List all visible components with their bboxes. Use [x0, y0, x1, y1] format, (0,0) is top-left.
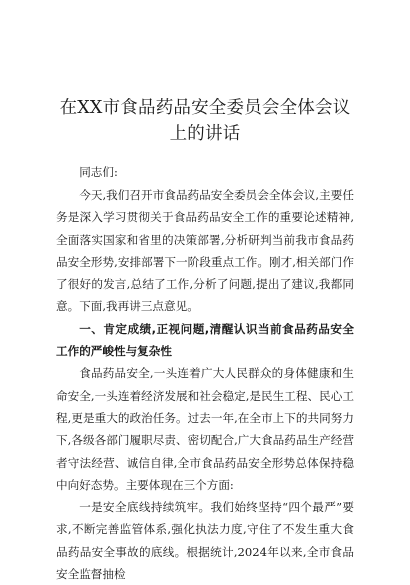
salutation: 同志们:: [79, 165, 118, 179]
section-one-heading: 一、肯定成绩,正视问题,清醒认识当前食品药品安全工作的严峻性与复杂性: [56, 321, 354, 359]
intro-paragraph: 今天,我们召开市食品药品安全委员会全体会议,主要任务是深入学习贯彻关于食品药品安全工作的重要论述精神,全面落实国家和省里的决策部署,分析研判当前我市食品药品安全形势,安排部署下一阶段重点工作。刚才,相关部门作了很好的发言,总结了工作,分析了问题,提出了建议,我都同意。下面,我再讲三点意见。: [56, 188, 354, 314]
section-one-paragraph: 食品药品安全,一头连着广大人民群众的身体健康和生命安全,一头连着经济发展和社会稳定,是民生工程、民心工程,更是重大的政治任务。过去一年,在全市上下的共同努力下,各级各部门履职尽责、密切配合,广大食品药品生产经营者守法经营、诚信自律,全市食品药品安全形势总体保持稳中向好态势。主要体现在三个方面:: [56, 366, 354, 492]
point-one-paragraph: 一是安全底线持续筑牢。我们始终坚持“四个最严”要求,不断完善监管体系,强化执法力度,守住了不发生重大食品药品安全事故的底线。根据统计,2024年以来,全市食品安全监督抽检: [56, 500, 354, 582]
document-title: 在XX市食品药品安全委员会全体会议上的讲话: [59, 98, 351, 144]
